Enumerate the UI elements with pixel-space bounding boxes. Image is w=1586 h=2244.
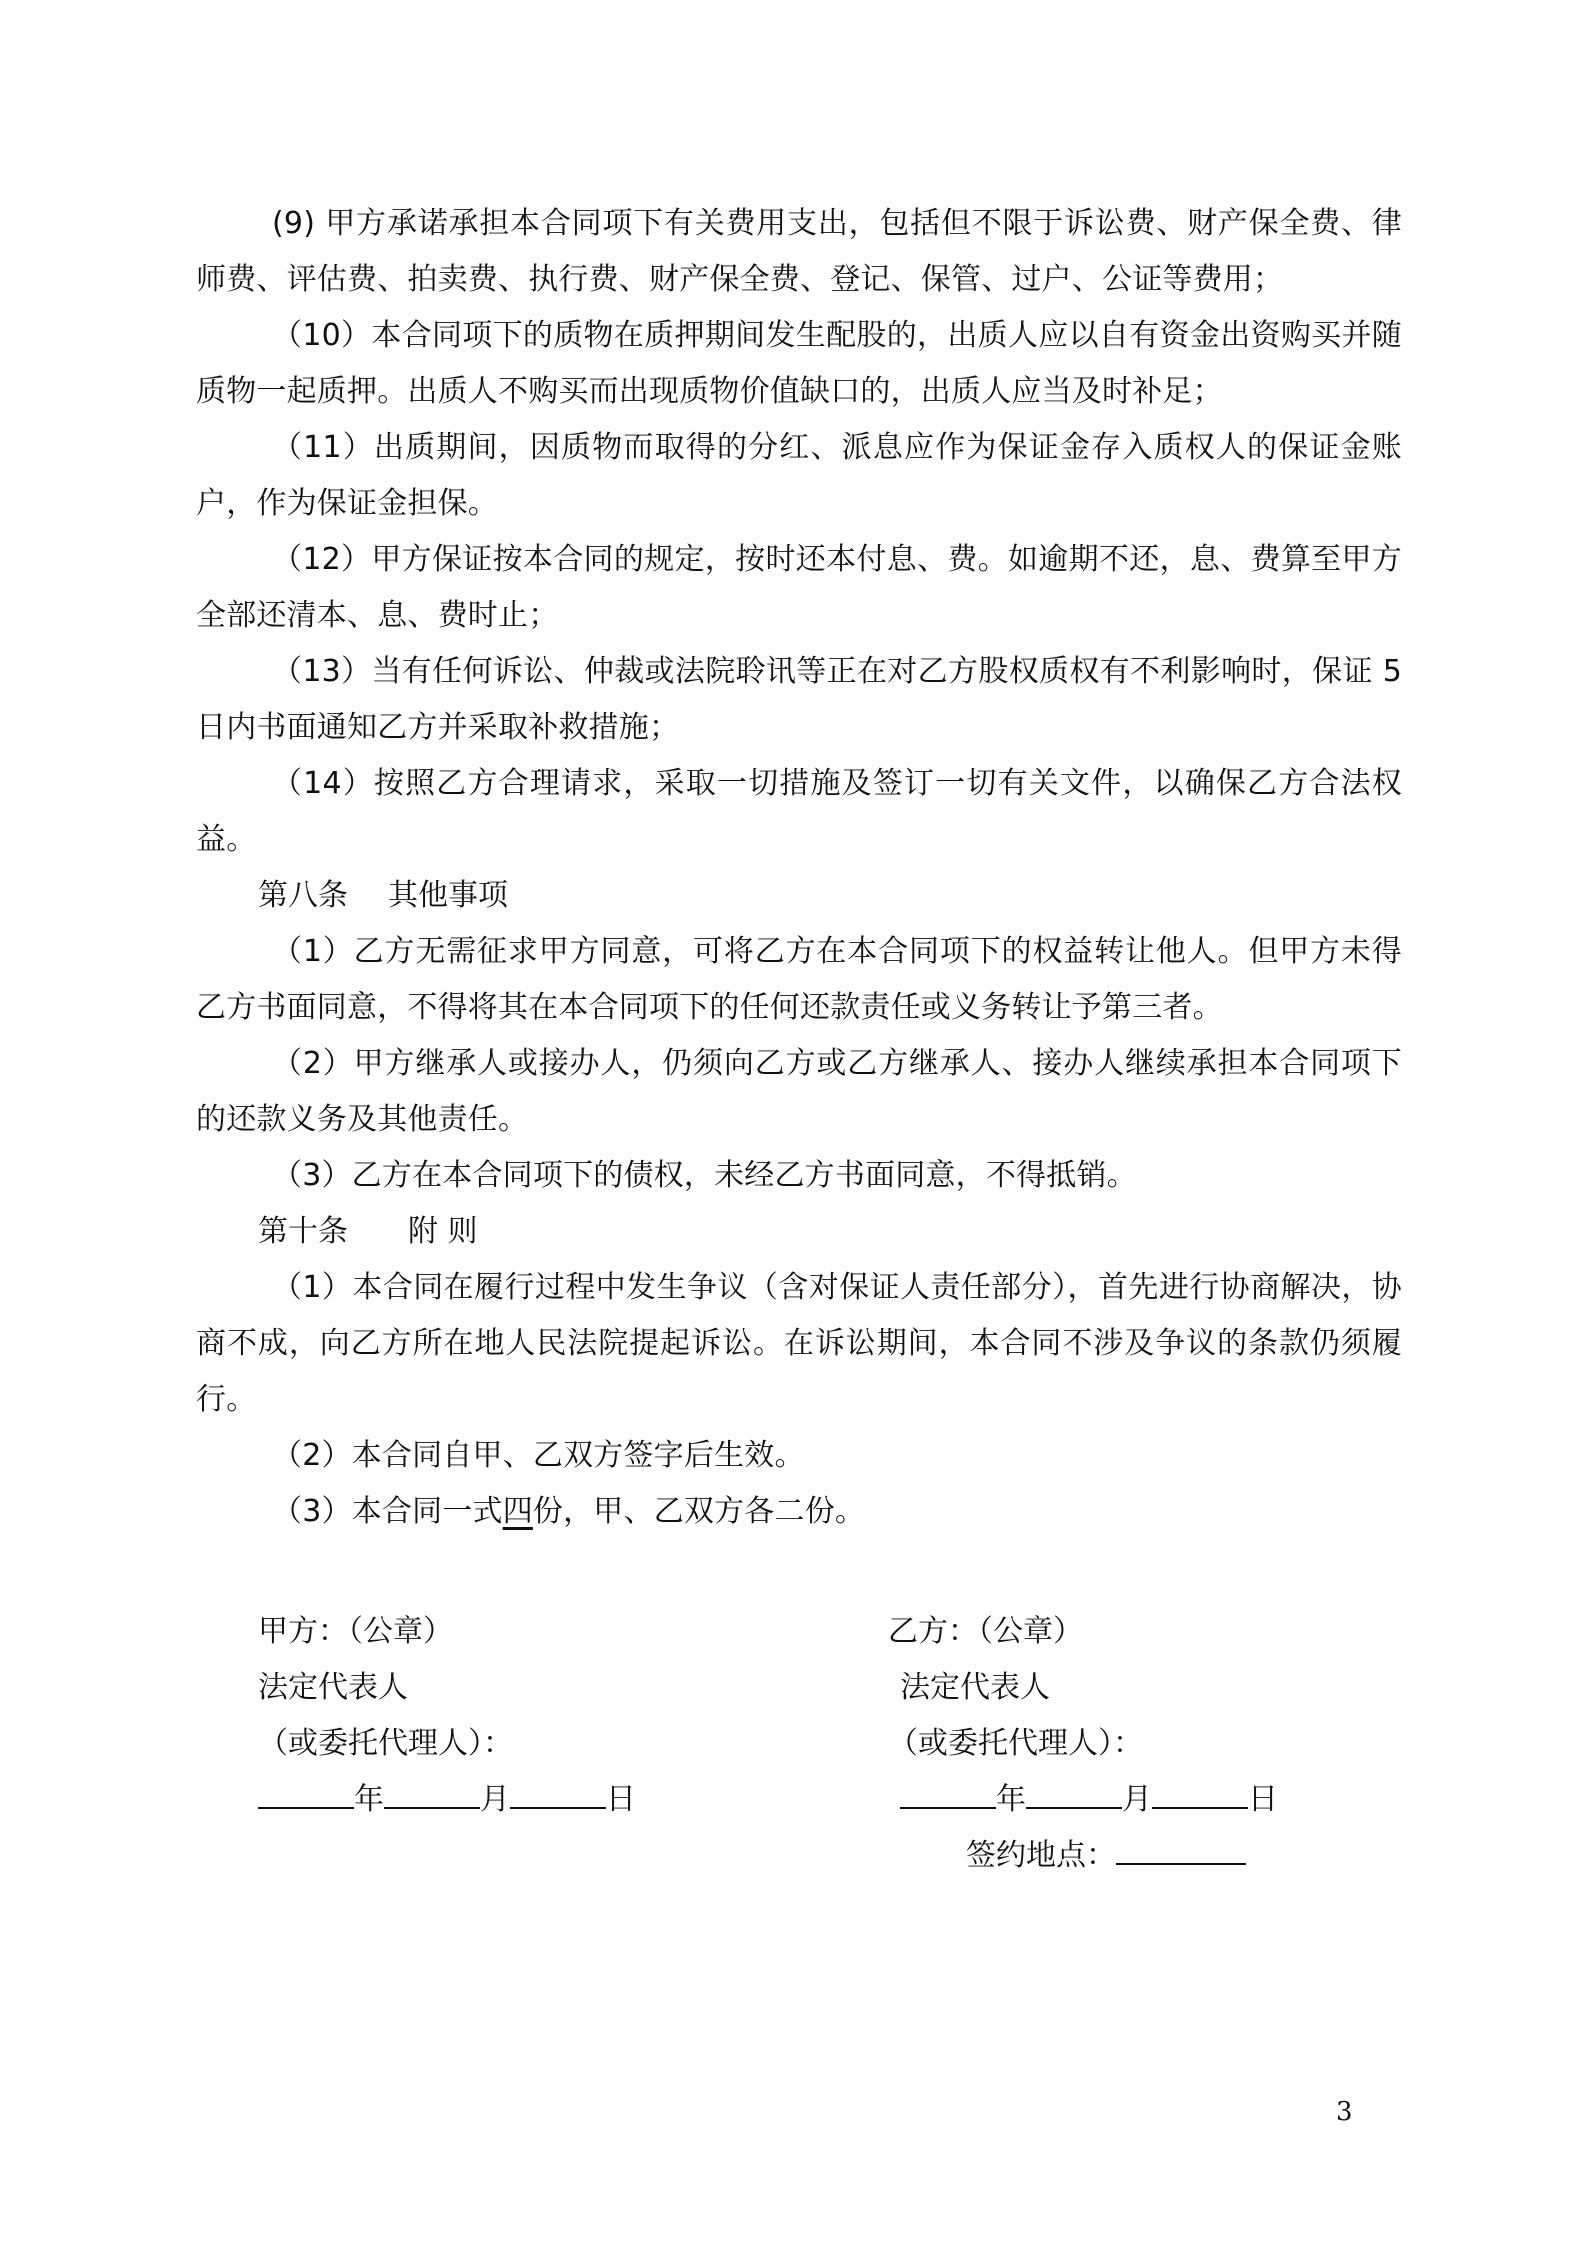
party-a-month-blank [384,1773,480,1809]
article-8-heading [258,868,508,924]
party-a-label: 甲方：（公章） [258,1614,453,1649]
clause-12: （12）甲方保证按本合同的规定，按时还本付息、费。如逾期不还，息、费算至甲方全部还清本、息、费时止； [196,542,1402,633]
article-10-heading [258,1204,478,1260]
copies-count: 四 [502,1494,533,1529]
clause-13: （13）当有任何诉讼、仲裁或法院聆讯等正在对乙方股权质权有不利影响时，保证 5 日内书面通知乙方并采取补救措施； [196,654,1402,745]
article-10-title: 附 则 [408,1214,478,1249]
article-10-number: 第十条 [258,1214,348,1249]
clause-10: （10）本合同项下的质物在质押期间发生配股的，出质人应以自有资金出资购买并随质物一起质押。出质人不购买而出现质物价值缺口的，出质人应当及时补足； [196,318,1402,409]
party-a-day-blank [510,1773,606,1809]
party-b-year-blank [900,1773,996,1809]
party-b-label: 乙方：（公章） [888,1614,1083,1649]
article-8-number: 第八条 [258,878,348,913]
clause-14: （14）按照乙方合理请求，采取一切措施及签订一切有关文件，以确保乙方合法权益。 [196,766,1402,857]
party-a-legal-rep: 法定代表人 [258,1670,408,1705]
article-8-clause-2: （2）甲方继承人或接办人，仍须向乙方或乙方继承人、接办人继续承担本合同项下的还款义务及其他责任。 [196,1046,1402,1137]
party-a-date: 年 月 日 [258,1772,636,1828]
party-b-legal-rep: 法定代表人 [900,1670,1050,1705]
article-10-clause-1: （1）本合同在履行过程中发生争议（含对保证人责任部分），首先进行协商解决，协商不成，向乙方所在地人民法院提起诉讼。在诉讼期间，本合同不涉及争议的条款仍须履行。 [196,1270,1402,1417]
article-8-title: 其他事项 [388,878,508,913]
party-b-date: 年 月 日 [900,1772,1278,1828]
party-b-month-blank [1026,1773,1122,1809]
clause-9: (9) 甲方承诺承担本合同项下有关费用支出，包括但不限于诉讼费、财产保全费、律师费、评估费、拍卖费、执行费、财产保全费、登记、保管、过户、公证等费用； [196,206,1402,297]
signing-place: 签约地点： [966,1828,1246,1884]
party-a-agent: （或委托代理人）： [258,1726,513,1761]
party-b-day-blank [1152,1773,1248,1809]
party-b-agent: （或委托代理人）： [888,1726,1143,1761]
page-number: 3 [1336,2097,1353,2127]
article-8-clause-3: （3）乙方在本合同项下的债权，未经乙方书面同意，不得抵销。 [272,1158,1137,1193]
party-a-year-blank [258,1773,354,1809]
signing-place-blank [1116,1829,1246,1865]
clause-11: （11）出质期间，因质物而取得的分红、派息应作为保证金存入质权人的保证金账户，作为保证金担保。 [196,430,1402,521]
article-10-clause-3: （3）本合同一式四份，甲、乙双方各二份。 [272,1494,866,1529]
article-8-clause-1: （1）乙方无需征求甲方同意，可将乙方在本合同项下的权益转让他人。但甲方未得乙方书面同意，不得将其在本合同项下的任何还款责任或义务转让予第三者。 [196,934,1402,1025]
article-10-clause-2: （2）本合同自甲、乙双方签字后生效。 [272,1438,805,1473]
